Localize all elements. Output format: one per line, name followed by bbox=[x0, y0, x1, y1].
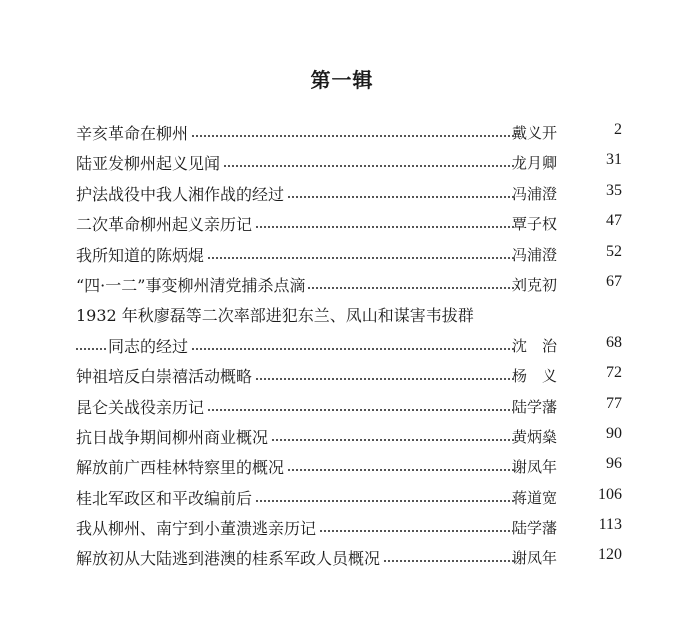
entry-page: 47 bbox=[606, 212, 622, 230]
toc-entry bbox=[76, 330, 622, 360]
table-of-contents bbox=[76, 117, 622, 573]
entry-author: 冯浦澄 bbox=[512, 184, 558, 203]
entry-title: 桂北军政区和平改编前后 bbox=[76, 486, 254, 509]
toc-entry bbox=[76, 512, 622, 542]
entry-title: 解放前广西桂林特察里的概况 bbox=[76, 455, 286, 478]
toc-entry bbox=[76, 299, 622, 329]
entry-author: 陆学藩 bbox=[512, 519, 558, 538]
entry-title: 我从柳州、南宁到小董溃逃亲历记 bbox=[76, 516, 318, 539]
toc-entry bbox=[76, 117, 622, 147]
entry-page: 31 bbox=[606, 151, 622, 169]
entry-page: 90 bbox=[606, 424, 622, 442]
entry-page: 77 bbox=[606, 394, 622, 412]
entry-author: 龙月卿 bbox=[512, 154, 558, 173]
entry-title: 辛亥革命在柳州 bbox=[76, 121, 190, 144]
entry-page: 68 bbox=[606, 333, 622, 351]
entry-title: 护法战役中我人湘作战的经过 bbox=[76, 182, 286, 205]
entry-page: 96 bbox=[606, 455, 622, 473]
entry-author: 蒋道宽 bbox=[512, 488, 558, 507]
entry-author: 谢凤年 bbox=[512, 549, 558, 568]
entry-page: 106 bbox=[598, 485, 622, 503]
toc-entry bbox=[76, 360, 622, 390]
toc-entry bbox=[76, 178, 622, 208]
entry-page: 67 bbox=[606, 272, 622, 290]
toc-entry bbox=[76, 147, 622, 177]
entry-page: 113 bbox=[598, 516, 622, 534]
entry-page: 35 bbox=[606, 181, 622, 199]
toc-entry bbox=[76, 421, 622, 451]
entry-author: 冯浦澄 bbox=[512, 245, 558, 264]
entry-title: 我所知道的陈炳焜 bbox=[76, 243, 206, 266]
entry-author: 戴义开 bbox=[512, 124, 558, 142]
page-title: 第一辑 bbox=[310, 68, 374, 92]
entry-author: 覃子权 bbox=[512, 215, 558, 234]
entry-author: 杨 义 bbox=[512, 367, 558, 386]
entry-page: 2 bbox=[614, 121, 622, 138]
entry-page: 72 bbox=[606, 364, 622, 382]
entry-title: 同志的经过 bbox=[108, 334, 190, 357]
toc-entry bbox=[76, 239, 622, 269]
entry-page: 52 bbox=[606, 242, 622, 260]
entry-title: 昆仑关战役亲历记 bbox=[76, 395, 206, 418]
entry-page: 120 bbox=[598, 546, 622, 564]
entry-author: 刘克初 bbox=[512, 275, 558, 294]
entry-title: “四·一二”事变柳州清党捕杀点滴 bbox=[76, 273, 307, 296]
entry-author: 陆学藩 bbox=[512, 397, 558, 416]
entry-title: 陆亚发柳州起义见闻 bbox=[76, 151, 222, 174]
entry-title: 1932 年秋廖磊等二次率部进犯东兰、凤山和谋害韦拔群 bbox=[76, 303, 476, 326]
toc-entry bbox=[76, 391, 622, 421]
toc-entry bbox=[76, 482, 622, 512]
entry-title: 抗日战争期间柳州商业概况 bbox=[76, 425, 270, 448]
entry-author: 沈 治 bbox=[512, 336, 558, 355]
entry-title: 二次革命柳州起义亲历记 bbox=[76, 212, 254, 235]
toc-entry bbox=[76, 451, 622, 481]
toc-entry bbox=[76, 269, 622, 299]
entry-title: 钟祖培反白崇禧活动概略 bbox=[76, 364, 254, 387]
toc-entry bbox=[76, 208, 622, 238]
toc-entry bbox=[76, 542, 622, 572]
entry-author: 黄炳燊 bbox=[512, 427, 558, 446]
entry-author: 谢凤年 bbox=[512, 458, 558, 477]
entry-title: 解放初从大陆逃到港澳的桂系军政人员概况 bbox=[76, 546, 382, 569]
